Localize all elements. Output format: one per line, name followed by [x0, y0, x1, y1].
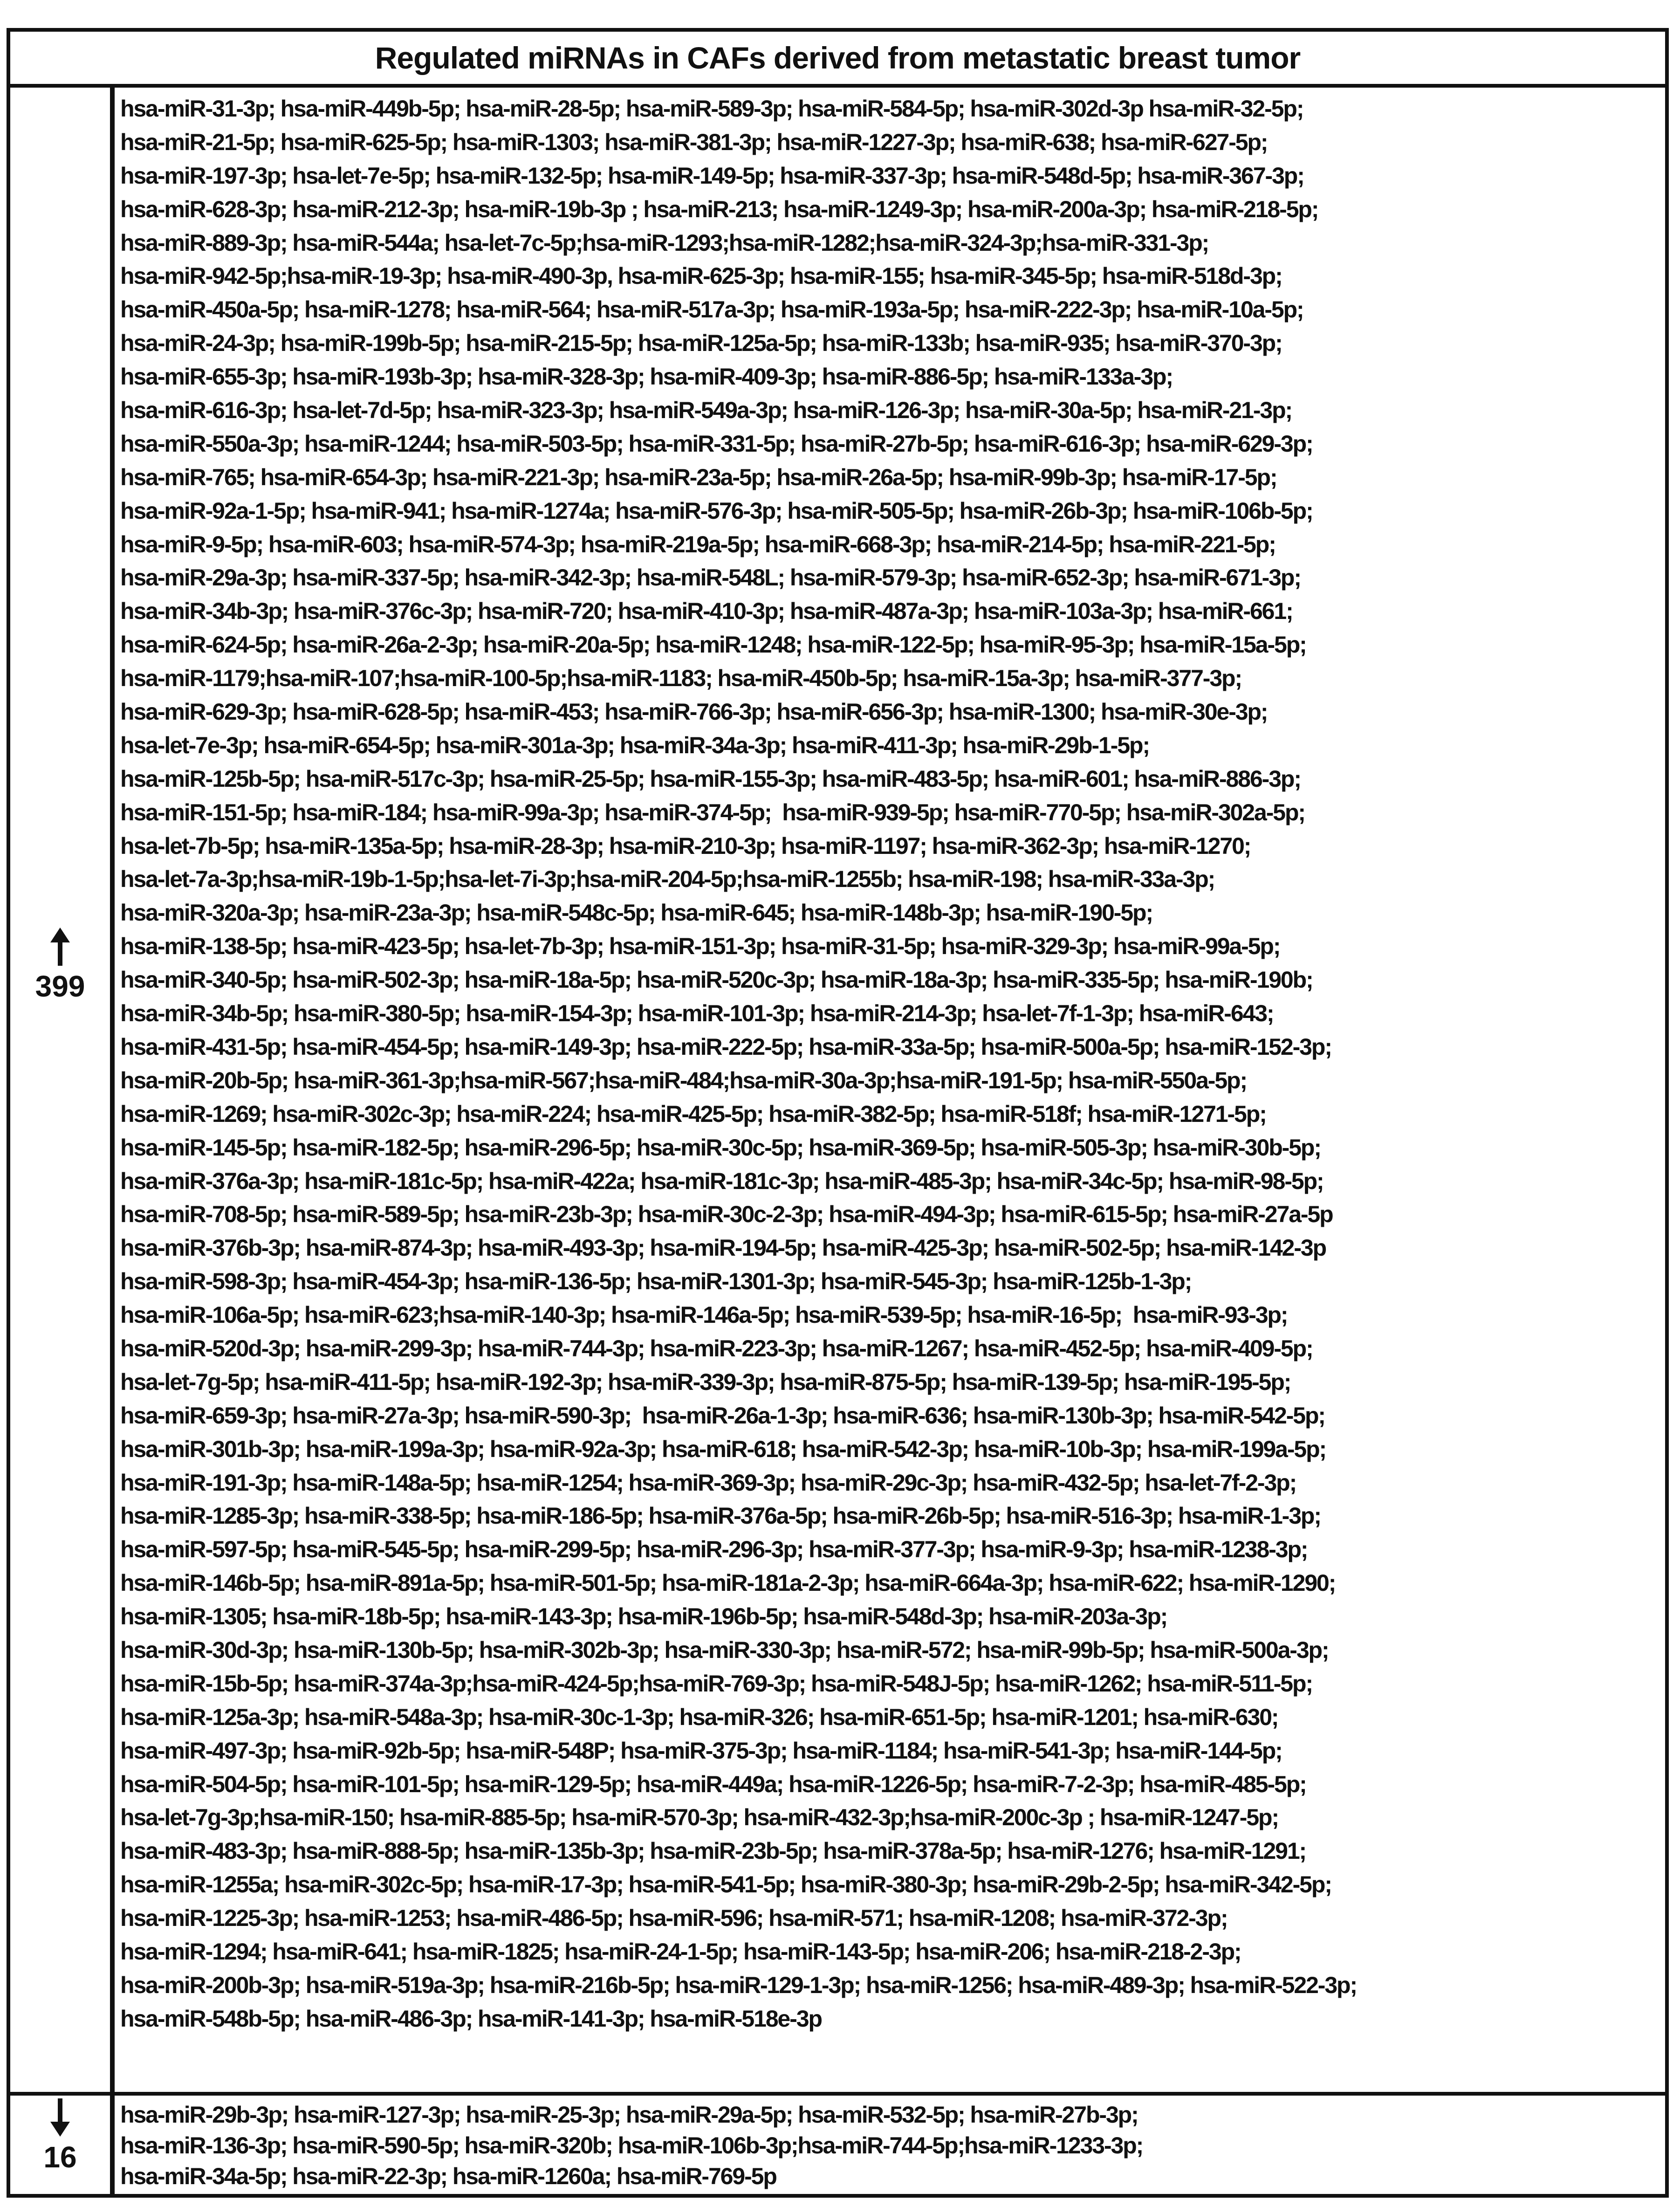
mirna-list-line: hsa-miR-520d-3p; hsa-miR-299-3p; hsa-miR-744-3p; hsa-miR-223-3p; hsa-miR-1267; hsa-miR-452-5p; hsa-miR-409-5p; [120, 1335, 1313, 1361]
mirna-list-line: hsa-miR-1179;hsa-miR-107;hsa-miR-100-5p;hsa-miR-1183; hsa-miR-450b-5p; hsa-miR-15a-3p; hsa-miR-377-3p; [120, 665, 1242, 692]
mirna-list-line: hsa-miR-376a-3p; hsa-miR-181c-5p; hsa-miR-422a; hsa-miR-181c-3p; hsa-miR-485-3p; hsa-miR-34c-5p; hsa-miR-98-5p; [120, 1168, 1323, 1194]
mirna-table [7, 28, 1669, 2198]
mirna-list-line: hsa-miR-376b-3p; hsa-miR-874-3p; hsa-miR-493-3p; hsa-miR-194-5p; hsa-miR-425-3p; hsa-miR-502-5p; hsa-miR-142-3p [120, 1235, 1326, 1261]
downregulated-count: 16 [43, 2140, 77, 2174]
mirna-list-line: hsa-miR-616-3p; hsa-let-7d-5p; hsa-miR-323-3p; hsa-miR-549a-3p; hsa-miR-126-3p; hsa-miR-30a-5p; hsa-miR-21-3p; [120, 397, 1292, 424]
mirna-list-line: hsa-miR-125a-3p; hsa-miR-548a-3p; hsa-miR-30c-1-3p; hsa-miR-326; hsa-miR-651-5p; hsa-miR-1201; hsa-miR-630; [120, 1704, 1278, 1730]
mirna-list-line: hsa-miR-1225-3p; hsa-miR-1253; hsa-miR-486-5p; hsa-miR-596; hsa-miR-571; hsa-miR-1208; hsa-miR-372-3p; [120, 1905, 1227, 1932]
mirna-list-line: hsa-miR-942-5p;hsa-miR-19-3p; hsa-miR-490-3p, hsa-miR-625-3p; hsa-miR-155; hsa-miR-345-5p; hsa-miR-518d-3p; [120, 263, 1282, 289]
mirna-list-line: hsa-miR-450a-5p; hsa-miR-1278; hsa-miR-564; hsa-miR-517a-3p; hsa-miR-193a-5p; hsa-miR-222-3p; hsa-miR-10a-5p; [120, 296, 1303, 323]
upregulated-count-cell [10, 88, 115, 2092]
mirna-list-line: hsa-miR-125b-5p; hsa-miR-517c-3p; hsa-miR-25-5p; hsa-miR-155-3p; hsa-miR-483-5p; hsa-miR-601; hsa-miR-886-3p; [120, 765, 1301, 792]
downregulated-count-block [10, 2097, 110, 2175]
mirna-list-line: hsa-miR-34a-5p; hsa-miR-22-3p; hsa-miR-1260a; hsa-miR-769-5p [120, 2163, 776, 2189]
mirna-list-line: hsa-miR-92a-1-5p; hsa-miR-941; hsa-miR-1274a; hsa-miR-576-3p; hsa-miR-505-5p; hsa-miR-26b-3p; hsa-miR-106b-5p; [120, 497, 1313, 524]
mirna-list-line: hsa-miR-34b-3p; hsa-miR-376c-3p; hsa-miR-720; hsa-miR-410-3p; hsa-miR-487a-3p; hsa-miR-103a-3p; hsa-miR-661; [120, 598, 1293, 625]
arrow-down-icon [48, 2097, 72, 2138]
mirna-list-line: hsa-miR-497-3p; hsa-miR-92b-5p; hsa-miR-548P; hsa-miR-375-3p; hsa-miR-1184; hsa-miR-541-3p; hsa-miR-144-5p; [120, 1737, 1282, 1764]
mirna-list-line: hsa-miR-1294; hsa-miR-641; hsa-miR-1825; hsa-miR-24-1-5p; hsa-miR-143-5p; hsa-miR-206; hsa-miR-218-2-3p; [120, 1938, 1241, 1965]
mirna-list-line: hsa-miR-138-5p; hsa-miR-423-5p; hsa-let-7b-3p; hsa-miR-151-3p; hsa-miR-31-5p; hsa-miR-329-3p; hsa-miR-99a-5p; [120, 933, 1280, 960]
mirna-list-line: hsa-miR-151-5p; hsa-miR-184; hsa-miR-99a-3p; hsa-miR-374-5p; hsa-miR-939-5p; hsa-miR-770-5p; hsa-miR-302a-5p; [120, 799, 1305, 825]
mirna-list-line: hsa-miR-597-5p; hsa-miR-545-5p; hsa-miR-299-5p; hsa-miR-296-3p; hsa-miR-377-3p; hsa-miR-9-3p; hsa-miR-1238-3p; [120, 1536, 1308, 1563]
mirna-list-line: hsa-miR-629-3p; hsa-miR-628-5p; hsa-miR-453; hsa-miR-766-3p; hsa-miR-656-3p; hsa-miR-1300; hsa-miR-30e-3p; [120, 699, 1268, 725]
table-header [10, 32, 1665, 88]
mirna-list-line: hsa-miR-889-3p; hsa-miR-544a; hsa-let-7c-5p;hsa-miR-1293;hsa-miR-1282;hsa-miR-324-3p;hsa-miR-331-3p; [120, 229, 1209, 256]
mirna-list-line: hsa-let-7e-3p; hsa-miR-654-5p; hsa-miR-301a-3p; hsa-miR-34a-3p; hsa-miR-411-3p; hsa-miR-29b-1-5p; [120, 732, 1150, 758]
mirna-list-line: hsa-miR-548b-5p; hsa-miR-486-3p; hsa-miR-141-3p; hsa-miR-518e-3p [120, 2005, 822, 2032]
mirna-list-line: hsa-miR-628-3p; hsa-miR-212-3p; hsa-miR-19b-3p ; hsa-miR-213; hsa-miR-1249-3p; hsa-miR-200a-3p; hsa-miR-218-5p; [120, 196, 1318, 222]
upregulated-count: 399 [35, 969, 85, 1003]
mirna-list-line: hsa-miR-655-3p; hsa-miR-193b-3p; hsa-miR-328-3p; hsa-miR-409-3p; hsa-miR-886-5p; hsa-miR-133a-3p; [120, 364, 1173, 390]
mirna-list-line: hsa-let-7g-3p;hsa-miR-150; hsa-miR-885-5p; hsa-miR-570-3p; hsa-miR-432-3p;hsa-miR-200c-3p ; hsa-miR-1247-5p; [120, 1804, 1279, 1831]
mirna-list-line: hsa-miR-1255a; hsa-miR-302c-5p; hsa-miR-17-3p; hsa-miR-541-5p; hsa-miR-380-3p; hsa-miR-29b-2-5p; hsa-miR-342-5p; [120, 1871, 1331, 1898]
mirna-list-line: hsa-miR-320a-3p; hsa-miR-23a-3p; hsa-miR-548c-5p; hsa-miR-645; hsa-miR-148b-3p; hsa-miR-190-5p; [120, 900, 1153, 926]
mirna-list-line: hsa-miR-550a-3p; hsa-miR-1244; hsa-miR-503-5p; hsa-miR-331-5p; hsa-miR-27b-5p; hsa-miR-616-3p; hsa-miR-629-3p; [120, 430, 1313, 457]
arrow-up-icon [48, 927, 72, 967]
mirna-list-line: hsa-miR-483-3p; hsa-miR-888-5p; hsa-miR-135b-3p; hsa-miR-23b-5p; hsa-miR-378a-5p; hsa-miR-1276; hsa-miR-1291; [120, 1838, 1306, 1864]
mirna-list-line: hsa-let-7a-3p;hsa-miR-19b-1-5p;hsa-let-7i-3p;hsa-miR-204-5p;hsa-miR-1255b; hsa-miR-198; hsa-miR-33a-3p; [120, 866, 1215, 893]
mirna-list-line: hsa-miR-624-5p; hsa-miR-26a-2-3p; hsa-miR-20a-5p; hsa-miR-1248; hsa-miR-122-5p; hsa-miR-95-3p; hsa-miR-15a-5p; [120, 632, 1306, 658]
mirna-list-line: hsa-let-7b-5p; hsa-miR-135a-5p; hsa-miR-28-3p; hsa-miR-210-3p; hsa-miR-1197; hsa-miR-362-3p; hsa-miR-1270; [120, 832, 1251, 859]
mirna-list-line: hsa-miR-659-3p; hsa-miR-27a-3p; hsa-miR-590-3p; hsa-miR-26a-1-3p; hsa-miR-636; hsa-miR-130b-3p; hsa-miR-542-5p; [120, 1402, 1325, 1429]
downregulated-mirna-list [120, 2099, 1659, 2194]
mirna-list-line: hsa-miR-29a-3p; hsa-miR-337-5p; hsa-miR-342-3p; hsa-miR-548L; hsa-miR-579-3p; hsa-miR-652-3p; hsa-miR-671-3p; [120, 564, 1301, 591]
mirna-list-line: hsa-miR-197-3p; hsa-let-7e-5p; hsa-miR-132-5p; hsa-miR-149-5p; hsa-miR-337-3p; hsa-miR-548d-5p; hsa-miR-367-3p; [120, 162, 1304, 189]
mirna-list-line: hsa-miR-301b-3p; hsa-miR-199a-3p; hsa-miR-92a-3p; hsa-miR-618; hsa-miR-542-3p; hsa-miR-10b-3p; hsa-miR-199a-5p; [120, 1436, 1326, 1462]
mirna-list-line: hsa-miR-504-5p; hsa-miR-101-5p; hsa-miR-129-5p; hsa-miR-449a; hsa-miR-1226-5p; hsa-miR-7-2-3p; hsa-miR-485-5p; [120, 1771, 1306, 1797]
mirna-list-line: hsa-let-7g-5p; hsa-miR-411-5p; hsa-miR-192-3p; hsa-miR-339-3p; hsa-miR-875-5p; hsa-miR-139-5p; hsa-miR-195-5p; [120, 1368, 1291, 1395]
mirna-list-line: hsa-miR-34b-5p; hsa-miR-380-5p; hsa-miR-154-3p; hsa-miR-101-3p; hsa-miR-214-3p; hsa-let-7f-1-3p; hsa-miR-643; [120, 1000, 1274, 1027]
mirna-list-line: hsa-miR-191-3p; hsa-miR-148a-5p; hsa-miR-1254; hsa-miR-369-3p; hsa-miR-29c-3p; hsa-miR-432-5p; hsa-let-7f-2-3p; [120, 1469, 1296, 1496]
mirna-list-line: hsa-miR-1269; hsa-miR-302c-3p; hsa-miR-224; hsa-miR-425-5p; hsa-miR-382-5p; hsa-miR-518f; hsa-miR-1271-5p; [120, 1100, 1266, 1127]
mirna-list-line: hsa-miR-29b-3p; hsa-miR-127-3p; hsa-miR-25-3p; hsa-miR-29a-5p; hsa-miR-532-5p; hsa-miR-27b-3p; [120, 2102, 1138, 2128]
mirna-list-line: hsa-miR-20b-5p; hsa-miR-361-3p;hsa-miR-567;hsa-miR-484;hsa-miR-30a-3p;hsa-miR-191-5p; hsa-miR-550a-5p; [120, 1067, 1247, 1093]
mirna-list-line: hsa-miR-1305; hsa-miR-18b-5p; hsa-miR-143-3p; hsa-miR-196b-5p; hsa-miR-548d-3p; hsa-miR-203a-3p; [120, 1603, 1167, 1630]
mirna-list-line: hsa-miR-200b-3p; hsa-miR-519a-3p; hsa-miR-216b-5p; hsa-miR-129-1-3p; hsa-miR-1256; hsa-miR-489-3p; hsa-miR-522-3p; [120, 1972, 1357, 1998]
mirna-list-line: hsa-miR-1285-3p; hsa-miR-338-5p; hsa-miR-186-5p; hsa-miR-376a-5p; hsa-miR-26b-5p; hsa-miR-516-3p; hsa-miR-1-3p; [120, 1503, 1321, 1529]
mirna-list-line: hsa-miR-15b-5p; hsa-miR-374a-3p;hsa-miR-424-5p;hsa-miR-769-3p; hsa-miR-548J-5p; hsa-miR-1262; hsa-miR-511-5p; [120, 1670, 1312, 1697]
mirna-list-line: hsa-miR-340-5p; hsa-miR-502-3p; hsa-miR-18a-5p; hsa-miR-520c-3p; hsa-miR-18a-3p; hsa-miR-335-5p; hsa-miR-190b; [120, 967, 1313, 993]
mirna-list-line: hsa-miR-21-5p; hsa-miR-625-5p; hsa-miR-1303; hsa-miR-381-3p; hsa-miR-1227-3p; hsa-miR-638; hsa-miR-627-5p; [120, 129, 1268, 155]
mirna-list-line: hsa-miR-598-3p; hsa-miR-454-3p; hsa-miR-136-5p; hsa-miR-1301-3p; hsa-miR-545-3p; hsa-miR-125b-1-3p; [120, 1268, 1192, 1295]
mirna-list-line: hsa-miR-708-5p; hsa-miR-589-5p; hsa-miR-23b-3p; hsa-miR-30c-2-3p; hsa-miR-494-3p; hsa-miR-615-5p; hsa-miR-27a-5p [120, 1201, 1333, 1228]
downregulated-count-cell [10, 2096, 115, 2194]
downregulated-section [10, 2096, 1665, 2194]
upregulated-count-block [10, 927, 110, 1004]
mirna-list-line: hsa-miR-431-5p; hsa-miR-454-5p; hsa-miR-149-3p; hsa-miR-222-5p; hsa-miR-33a-5p; hsa-miR-500a-5p; hsa-miR-152-3p; [120, 1033, 1331, 1060]
upregulated-mirna-list [120, 92, 1659, 2092]
mirna-list-line: hsa-miR-31-3p; hsa-miR-449b-5p; hsa-miR-28-5p; hsa-miR-589-3p; hsa-miR-584-5p; hsa-miR-302d-3p hsa-miR-32-5p; [120, 96, 1303, 122]
mirna-list-line: hsa-miR-136-3p; hsa-miR-590-5p; hsa-miR-320b; hsa-miR-106b-3p;hsa-miR-744-5p;hsa-miR-1233-3p; [120, 2132, 1143, 2159]
mirna-list-line: hsa-miR-146b-5p; hsa-miR-891a-5p; hsa-miR-501-5p; hsa-miR-181a-2-3p; hsa-miR-664a-3p; hsa-miR-622; hsa-miR-1290; [120, 1570, 1336, 1596]
mirna-list-line: hsa-miR-30d-3p; hsa-miR-130b-5p; hsa-miR-302b-3p; hsa-miR-330-3p; hsa-miR-572; hsa-miR-99b-5p; hsa-miR-500a-3p; [120, 1636, 1329, 1663]
mirna-list-line: hsa-miR-9-5p; hsa-miR-603; hsa-miR-574-3p; hsa-miR-219a-5p; hsa-miR-668-3p; hsa-miR-214-5p; hsa-miR-221-5p; [120, 531, 1275, 557]
mirna-list-line: hsa-miR-106a-5p; hsa-miR-623;hsa-miR-140-3p; hsa-miR-146a-5p; hsa-miR-539-5p; hsa-miR-16-5p; hsa-miR-93-3p; [120, 1302, 1288, 1328]
mirna-list-line: hsa-miR-24-3p; hsa-miR-199b-5p; hsa-miR-215-5p; hsa-miR-125a-5p; hsa-miR-133b; hsa-miR-935; hsa-miR-370-3p; [120, 330, 1282, 357]
mirna-list-line: hsa-miR-145-5p; hsa-miR-182-5p; hsa-miR-296-5p; hsa-miR-30c-5p; hsa-miR-369-5p; hsa-miR-505-3p; hsa-miR-30b-5p; [120, 1134, 1321, 1161]
upregulated-section [10, 88, 1665, 2096]
mirna-list-line: hsa-miR-765; hsa-miR-654-3p; hsa-miR-221-3p; hsa-miR-23a-5p; hsa-miR-26a-5p; hsa-miR-99b-3p; hsa-miR-17-5p; [120, 464, 1277, 490]
table-title: Regulated miRNAs in CAFs derived from metastatic breast tumor [375, 41, 1301, 75]
